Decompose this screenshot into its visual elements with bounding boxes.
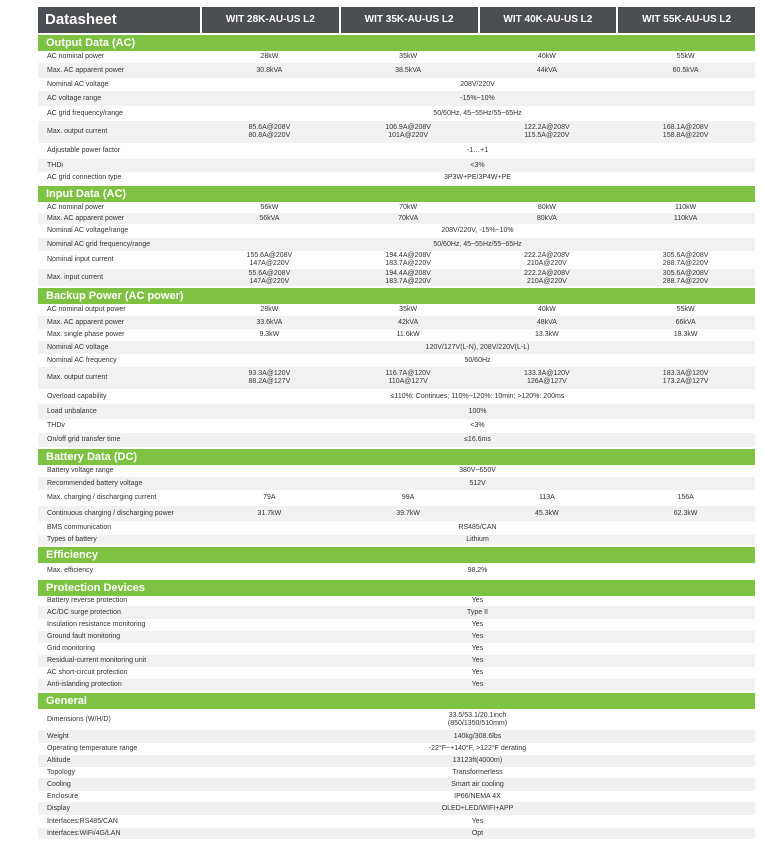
- spec-row: [38, 655, 755, 667]
- spec-label: Display: [47, 804, 70, 812]
- spec-row: [38, 506, 755, 521]
- spec-row: [38, 251, 755, 269]
- spec-value: 55kW: [676, 53, 695, 60]
- spec-value: 56kVA: [259, 214, 280, 222]
- model-header-40k: WIT 40K-AU-US L2: [478, 7, 617, 33]
- spec-label: Nominal AC voltage/range: [47, 227, 129, 234]
- spec-row: [38, 730, 755, 743]
- spec-label: Altitude: [47, 757, 71, 764]
- spec-row: [38, 643, 755, 655]
- spec-value: 222.2A@208V 210A@220V: [524, 252, 570, 267]
- spec-value: 31.7kW: [257, 509, 282, 517]
- spec-section: [38, 580, 755, 691]
- datasheet-title: Datasheet: [45, 11, 117, 28]
- spec-label: Interfaces:RS485/CAN: [47, 817, 118, 825]
- spec-value-all-models: -1…+1: [466, 147, 489, 154]
- spec-value: 35kW: [399, 53, 418, 60]
- section-header: Input Data (AC): [38, 186, 755, 202]
- spec-row: [38, 367, 755, 389]
- spec-row: [38, 631, 755, 643]
- spec-label: Nominal AC grid frequency/range: [47, 240, 151, 248]
- spec-value: 40kW: [537, 53, 556, 60]
- spec-value-all-models: 50/60Hz, 45~55Hz/55~65Hz: [433, 240, 522, 248]
- spec-value: 99A: [401, 494, 415, 501]
- spec-row: [38, 755, 755, 767]
- spec-value: 113A: [538, 494, 555, 501]
- spec-value: 183.3A@120V 173.2A@127V: [662, 370, 709, 385]
- spec-label: Types of battery: [47, 536, 97, 543]
- spec-section: [38, 35, 755, 184]
- spec-row: [38, 143, 755, 159]
- spec-value: 30.8kVA: [256, 66, 283, 74]
- spec-row: [38, 465, 755, 477]
- spec-label: Grid monitoring: [47, 645, 95, 652]
- spec-section: [38, 547, 755, 578]
- section-rows: [38, 465, 755, 545]
- spec-row: [38, 389, 755, 404]
- spec-label: AC short-circuit protection: [47, 669, 128, 676]
- spec-value: 39.7kW: [396, 509, 420, 517]
- spec-value: 80kW: [537, 203, 556, 211]
- spec-value: 116.7A@120V 110A@127V: [385, 370, 431, 385]
- spec-label: AC grid frequency/range: [47, 109, 123, 117]
- spec-label: Continuous charging / discharging power: [47, 509, 174, 517]
- spec-label: Insulation resistance monitoring: [47, 621, 146, 628]
- spec-label: Enclosure: [47, 792, 79, 800]
- spec-value: 194.4A@208V 183.7A@220V: [385, 252, 431, 267]
- spec-row: [38, 815, 755, 828]
- section-rows: [38, 709, 755, 839]
- spec-label: Max. AC apparent power: [47, 214, 125, 222]
- spec-value: 38.5kVA: [395, 66, 422, 74]
- spec-value: 194.4A@208V 183.7A@220V: [385, 269, 431, 285]
- spec-label: Max. output current: [47, 128, 108, 135]
- spec-section: [38, 449, 755, 545]
- spec-value: 222.2A@208V 210A@220V: [524, 269, 570, 285]
- spec-label: Nominal AC voltage: [47, 80, 109, 88]
- section-rows: [38, 202, 755, 286]
- spec-value: 11.6kW: [396, 331, 420, 338]
- spec-row: [38, 341, 755, 354]
- spec-row: [38, 778, 755, 791]
- spec-row: [38, 63, 755, 78]
- spec-value: 122.2A@208V 115.5A@220V: [524, 124, 570, 139]
- spec-label: Max. efficiency: [47, 566, 94, 574]
- spec-value-all-models: <3%: [470, 161, 485, 169]
- spec-value-all-models: -15%~10%: [460, 94, 495, 102]
- spec-value: 66kVA: [675, 318, 696, 326]
- spec-value: 60.5kVA: [672, 66, 699, 74]
- spec-value: 305.6A@208V 288.7A@220V: [662, 269, 709, 285]
- spec-row: [38, 419, 755, 433]
- spec-value-all-models: Yes: [471, 681, 484, 688]
- spec-label: On/off grid transfer time: [47, 436, 121, 443]
- spec-value-all-models: 512V: [469, 479, 486, 487]
- spec-value: 18.3kW: [673, 331, 698, 338]
- spec-label: Battery voltage range: [47, 467, 114, 474]
- spec-value-all-models: RS485/CAN: [458, 524, 497, 531]
- spec-label: Recommended battery voltage: [47, 479, 143, 487]
- section-header: Protection Devices: [38, 580, 755, 596]
- section-header: Backup Power (AC power): [38, 288, 755, 304]
- spec-value: 305.6A@208V 288.7A@220V: [662, 252, 709, 267]
- model-header-55k: WIT 55K-AU-US L2: [616, 7, 755, 33]
- spec-value-all-models: Yes: [471, 645, 484, 652]
- spec-value: 13.3kW: [535, 331, 559, 338]
- spec-value: 45.3kW: [535, 509, 559, 517]
- spec-row: [38, 667, 755, 679]
- spec-value: 70kVA: [398, 214, 419, 222]
- spec-value-all-models: 140kg/308.6lbs: [453, 732, 502, 740]
- spec-row: [38, 490, 755, 506]
- spec-value: 42kVA: [398, 318, 419, 326]
- spec-row: [38, 709, 755, 730]
- spec-value: 155.6A@208V 147A@220V: [246, 252, 293, 267]
- spec-label: Max. AC apparent power: [47, 66, 125, 74]
- spec-value-all-models: 50/60Hz, 45~55Hz/55~65Hz: [433, 109, 522, 117]
- spec-value: 79A: [263, 494, 276, 501]
- spec-row: [38, 51, 755, 63]
- spec-label: Max. AC apparent power: [47, 318, 125, 326]
- spec-value: 55kW: [676, 306, 695, 313]
- spec-row: [38, 304, 755, 316]
- spec-value-all-models: Yes: [471, 657, 484, 664]
- spec-label: AC/DC surge protection: [47, 608, 121, 616]
- spec-value-all-models: -22°F~+140°F, >122°F derating: [428, 745, 527, 752]
- spec-label: Max. input current: [47, 273, 104, 281]
- spec-value: 62.3kW: [673, 509, 698, 517]
- spec-sections: [38, 35, 755, 839]
- spec-row: [38, 477, 755, 490]
- spec-label: Topology: [47, 768, 76, 776]
- spec-label: Operating temperature range: [47, 745, 138, 752]
- spec-label: Anti-islanding protection: [47, 681, 122, 688]
- section-rows: [38, 596, 755, 691]
- spec-value: 110kW: [674, 203, 697, 211]
- spec-row: [38, 596, 755, 606]
- spec-label: Battery reverse protection: [47, 597, 128, 604]
- spec-value: 106.9A@208V 101A@220V: [385, 124, 431, 139]
- spec-value: 168.1A@208V 158.8A@220V: [662, 124, 709, 139]
- spec-section: [38, 288, 755, 447]
- spec-row: [38, 329, 755, 341]
- spec-row: [38, 354, 755, 367]
- section-rows: [38, 51, 755, 184]
- spec-row: [38, 224, 755, 238]
- spec-row: [38, 316, 755, 329]
- spec-value-all-models: 13123ft(4000m): [452, 757, 503, 764]
- spec-label: Nominal AC voltage: [47, 343, 109, 351]
- section-header: Battery Data (DC): [38, 449, 755, 465]
- spec-row: [38, 791, 755, 802]
- spec-row: [38, 172, 755, 184]
- spec-value: 85.6A@208V 80.8A@220V: [248, 124, 291, 139]
- section-header: General: [38, 693, 755, 709]
- spec-value-all-models: Yes: [471, 621, 484, 628]
- spec-value-all-models: Yes: [471, 669, 484, 676]
- spec-row: [38, 213, 755, 224]
- spec-value-all-models: Type II: [466, 608, 488, 616]
- spec-label: Max. output current: [47, 374, 108, 381]
- spec-value-all-models: Smart air cooling: [451, 780, 504, 788]
- model-header-28k: WIT 28K-AU-US L2: [200, 7, 339, 33]
- spec-value: 40kW: [537, 306, 556, 313]
- spec-section: [38, 186, 755, 286]
- spec-label: BMS communication: [47, 524, 112, 531]
- spec-value-all-models: ≤110%: Continues; 110%~120%: 10min; >120%: 200ms: [390, 392, 565, 400]
- spec-label: Adjustable power factor: [47, 147, 121, 154]
- spec-value-all-models: 208V/220V, -15%~10%: [441, 227, 514, 234]
- spec-value-all-models: Yes: [471, 597, 484, 604]
- spec-value: 55.6A@208V 147A@220V: [248, 269, 291, 285]
- spec-value-all-models: ≤16.6ms: [464, 436, 491, 443]
- spec-value: 93.3A@120V 88.2A@127V: [248, 370, 291, 385]
- spec-label: Load unbalance: [47, 407, 97, 415]
- spec-value-all-models: 380V~650V: [459, 467, 496, 474]
- spec-label: Nominal AC frequency: [47, 356, 117, 364]
- spec-row: [38, 121, 755, 143]
- spec-label: AC nominal power: [47, 203, 105, 211]
- spec-value-all-models: Yes: [471, 817, 484, 825]
- section-rows: [38, 563, 755, 578]
- spec-value: 35kW: [399, 306, 418, 313]
- spec-value-all-models: 33.5/53.1/20.1inch (850/1350/510mm): [447, 711, 508, 727]
- spec-value: 48kVA: [536, 318, 557, 326]
- spec-value-all-models: 3P3W+PE/3P4W+PE: [444, 174, 511, 181]
- spec-row: [38, 202, 755, 213]
- spec-row: [38, 802, 755, 815]
- spec-row: [38, 269, 755, 286]
- spec-row: [38, 159, 755, 172]
- spec-row: [38, 91, 755, 106]
- spec-value: 33.6kVA: [256, 318, 283, 326]
- spec-row: [38, 767, 755, 778]
- spec-value: 80kVA: [536, 214, 557, 222]
- spec-value-all-models: 50/60Hz: [464, 356, 491, 364]
- spec-row: [38, 679, 755, 691]
- spec-value: 44kVA: [536, 66, 557, 74]
- spec-label: THDi: [47, 161, 63, 169]
- section-header: Output Data (AC): [38, 35, 755, 51]
- spec-value: 156A: [677, 494, 694, 501]
- spec-value-all-models: 120V/127V(L-N), 208V/220V(L-L): [425, 343, 530, 351]
- spec-value-all-models: 98.2%: [467, 566, 488, 574]
- spec-value-all-models: Lithium: [466, 536, 489, 543]
- spec-label: Dimensions (W/H/D): [47, 715, 111, 723]
- spec-label: THDv: [47, 422, 65, 429]
- spec-value-all-models: 208V/220V: [460, 80, 495, 88]
- spec-value: 28kW: [260, 53, 279, 60]
- spec-label: AC nominal power: [47, 53, 105, 60]
- spec-label: AC grid connection type: [47, 174, 122, 181]
- spec-row: [38, 563, 755, 578]
- spec-row: [38, 433, 755, 447]
- spec-label: AC voltage range: [47, 94, 102, 102]
- spec-label: Ground fault monitoring: [47, 633, 121, 640]
- spec-label: Weight: [47, 732, 69, 740]
- spec-row: [38, 238, 755, 251]
- table-header: [38, 7, 755, 33]
- section-rows: [38, 304, 755, 447]
- spec-row: [38, 535, 755, 545]
- spec-row: [38, 404, 755, 419]
- spec-value-all-models: Yes: [471, 633, 484, 640]
- spec-label: Cooling: [47, 780, 71, 788]
- spec-label: AC nominal output power: [47, 306, 126, 313]
- spec-row: [38, 606, 755, 619]
- spec-row: [38, 743, 755, 755]
- spec-label: Residual-current monitoring unit: [47, 657, 147, 664]
- spec-row: [38, 521, 755, 535]
- spec-row: [38, 828, 755, 839]
- spec-row: [38, 106, 755, 121]
- spec-value-all-models: <3%: [470, 422, 485, 429]
- spec-label: Interfaces:WiFi/4G/LAN: [47, 829, 121, 837]
- spec-value-all-models: Transformerless: [452, 768, 503, 776]
- section-header: Efficiency: [38, 547, 755, 563]
- spec-value-all-models: IP66/NEMA 4X: [454, 792, 501, 800]
- spec-value: 9.3kW: [259, 331, 280, 338]
- datasheet: [38, 7, 755, 839]
- spec-value-all-models: 100%: [468, 407, 487, 415]
- spec-label: Overload capability: [47, 392, 107, 400]
- spec-label: Max. charging / discharging current: [47, 494, 157, 501]
- spec-value: 110kVA: [673, 214, 698, 222]
- spec-value-all-models: Opt: [471, 829, 484, 837]
- spec-value-all-models: OLED+LED/WIFI+APP: [441, 804, 514, 812]
- spec-label: Max. single phase power: [47, 331, 125, 338]
- model-header-35k: WIT 35K-AU-US L2: [339, 7, 478, 33]
- spec-label: Nominal input current: [47, 256, 114, 263]
- spec-section: [38, 693, 755, 839]
- spec-row: [38, 619, 755, 631]
- spec-value: 70kW: [399, 203, 418, 211]
- spec-value: 28kW: [260, 306, 279, 313]
- spec-row: [38, 78, 755, 91]
- spec-value: 56kW: [260, 203, 279, 211]
- spec-value: 133.3A@120V 126A@127V: [524, 370, 570, 385]
